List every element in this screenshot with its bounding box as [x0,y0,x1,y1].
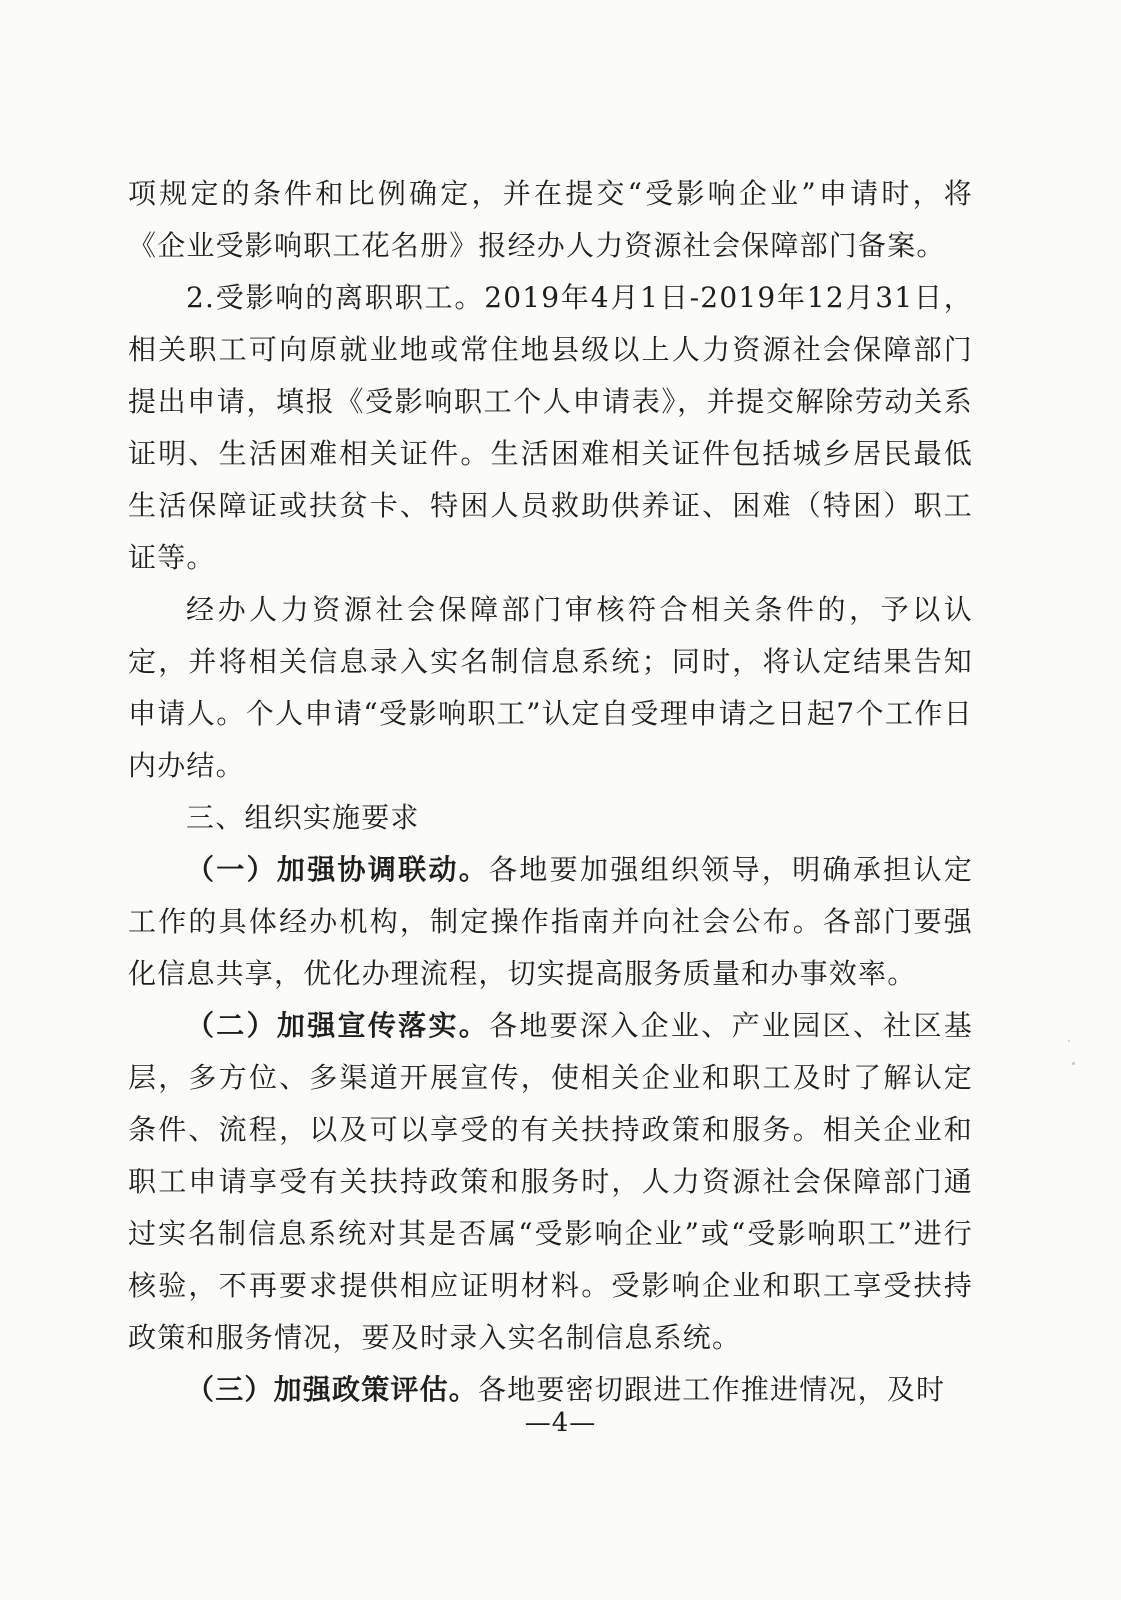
scan-speck [1068,1040,1070,1042]
paragraph-continuation: 项规定的条件和比例确定，并在提交“受影响企业”申请时，将《企业受影响职工花名册》报经办人力资源社会保障部门备案。 [128,177,973,262]
paragraph-publicity [128,1000,973,1364]
paragraph-lead-coordination: （一）加强协调联动。 [186,853,490,886]
paragraph-review-process: 经办人力资源社会保障部门审核符合相关条件的，予以认定，并将相关信息录入实名制信息系统；同时，将认定结果告知申请人。个人申请“受影响职工”认定自受理申请之日起7个工作日内办结。 [128,593,973,782]
paragraph-coordination [128,844,973,1000]
paragraph-body-coordination: 各地要加强组织领导，明确承担认定工作的具体经办机构，制定操作指南并向社会公布。各部门要强化信息共享，优化办理流程，切实提高服务质量和办事效率。 [128,853,973,990]
paragraph-body-publicity: 各地要深入企业、产业园区、社区基层，多方位、多渠道开展宣传，使相关企业和职工及时了解认定条件、流程，以及可以享受的有关扶持政策和服务。相关企业和职工申请享受有关扶持政策和服务时，人力资源社会保障部门通过实名制信息系统对其是否属“受影响企业”或“受影响职工”进行核验，不再要求提供相应证明材料。受影响企业和职工享受扶持政策和服务情况，要及时录入实名制信息系统。 [128,1009,973,1354]
page-number: —4— [524,1408,597,1438]
section-heading: 三、组织实施要求 [186,801,420,834]
paragraph-lead-policy-evaluation: （三）加强政策评估。 [186,1373,479,1406]
paragraph-body-policy-evaluation: 各地要密切跟进工作推进情况，及时 [478,1373,946,1406]
paragraph-departed-workers: 2.受影响的离职职工。2019年4月1日-2019年12月31日，相关职工可向原就业地或常住地县级以上人力资源社会保障部门提出申请，填报《受影响职工个人申请表》，并提交解除劳动关系证明、生活困难相关证件。生活困难相关证件包括城乡居民最低生活保障证或扶贫卡、特困人员救助供养证、困难（特困）职工证等。 [128,281,973,574]
document-body [128,168,973,1416]
scan-speck [1072,1062,1075,1065]
paragraph-lead-publicity: （二）加强宣传落实。 [186,1009,490,1042]
